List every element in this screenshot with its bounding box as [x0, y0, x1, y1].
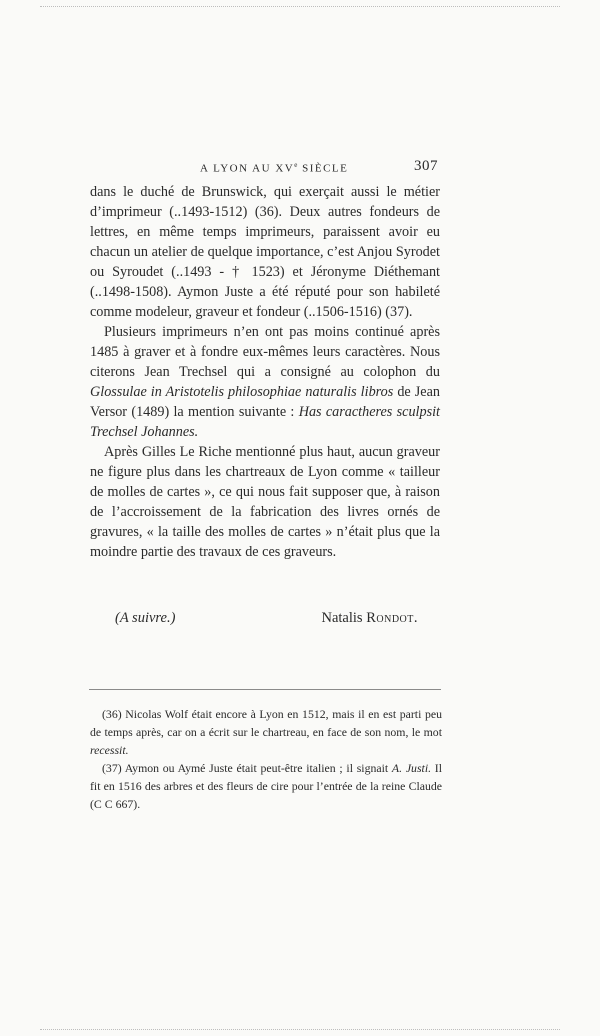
footnotes	[90, 705, 442, 813]
footnote-36-text: (36) Nicolas Wolf était encore à Lyon en 1512, mais il en est parti peu de temps après, car on a écrit sur le chartreau, en face de son nom, le mot	[90, 707, 442, 739]
running-title-superscript: e	[294, 161, 298, 169]
author-last-name: Rondot.	[366, 610, 418, 626]
author-first-name: Natalis	[321, 610, 363, 626]
footnote-36	[90, 705, 442, 759]
paragraph-2-text-a: Plusieurs imprimeurs n’en ont pas moins continué après 1485 à graver et à fondre eux-mêmes leurs caractères. Nous citerons Jean Trechsel qui a consigné au colophon du	[90, 324, 440, 380]
signoff	[90, 610, 440, 632]
book-title-italic: Glossulae in Aristotelis philosophiae naturalis libros	[90, 384, 394, 400]
a-suivre-text: (A suivre.)	[115, 610, 176, 626]
author-signature	[322, 610, 419, 627]
paragraph-1: dans le duché de Brunswick, qui exerçait aussi le métier d’imprimeur (..1493-1512) (36). Deux autres fondeurs de lettres, en même temps imprimeurs, paraissent avoir eu chacun un atelier de quelque importance, c’est Anjou Syrodet ou Syroudet (..1493 - † 1523) et Jéronyme Diéthemant (..1498-1508). Aymon Juste a été réputé pour son habileté comme modeleur, graveur et fondeur (..1506-1516) (37).	[90, 184, 440, 320]
paragraph-2	[90, 322, 440, 442]
footnote-37-text-b: Il fit en 1516 des arbres et des fleurs de cire pour l’entrée de la reine Claude (C C 667).	[90, 761, 442, 811]
footnote-37-italic: A. Justi.	[391, 761, 432, 775]
footnote-36-italic: recessit.	[90, 743, 129, 757]
running-title-tail: SIÈCLE	[297, 162, 349, 175]
running-head	[200, 161, 348, 175]
body-text	[90, 182, 440, 562]
colophon-quote-italic: Has caractheres sculpsit Trechsel Johannes.	[90, 404, 440, 440]
footnote-rule	[89, 689, 441, 690]
footnote-37-text-a: (37) Aymon ou Aymé Juste était peut-être italien ; il signait	[102, 761, 392, 775]
paragraph-2-text-b: de Jean Versor (1489) la mention suivante :	[90, 384, 440, 420]
scan-edge-bottom	[40, 1029, 560, 1030]
a-suivre	[115, 610, 175, 627]
paragraph-3: Après Gilles Le Riche mentionné plus haut, aucun graveur ne figure plus dans les chartreaux de Lyon comme « tailleur de molles de cartes », ce qui nous fait supposer que, à raison de l’accroissement de la fabrication des livres ornés de gravures, « la taille des molles de cartes » n’était plus que la moindre partie des travaux de ces graveurs.	[90, 444, 440, 560]
running-title: A LYON AU XV	[200, 162, 295, 175]
scan-edge-top	[40, 6, 560, 7]
footnote-37	[90, 759, 442, 813]
page-number: 307	[414, 158, 438, 174]
